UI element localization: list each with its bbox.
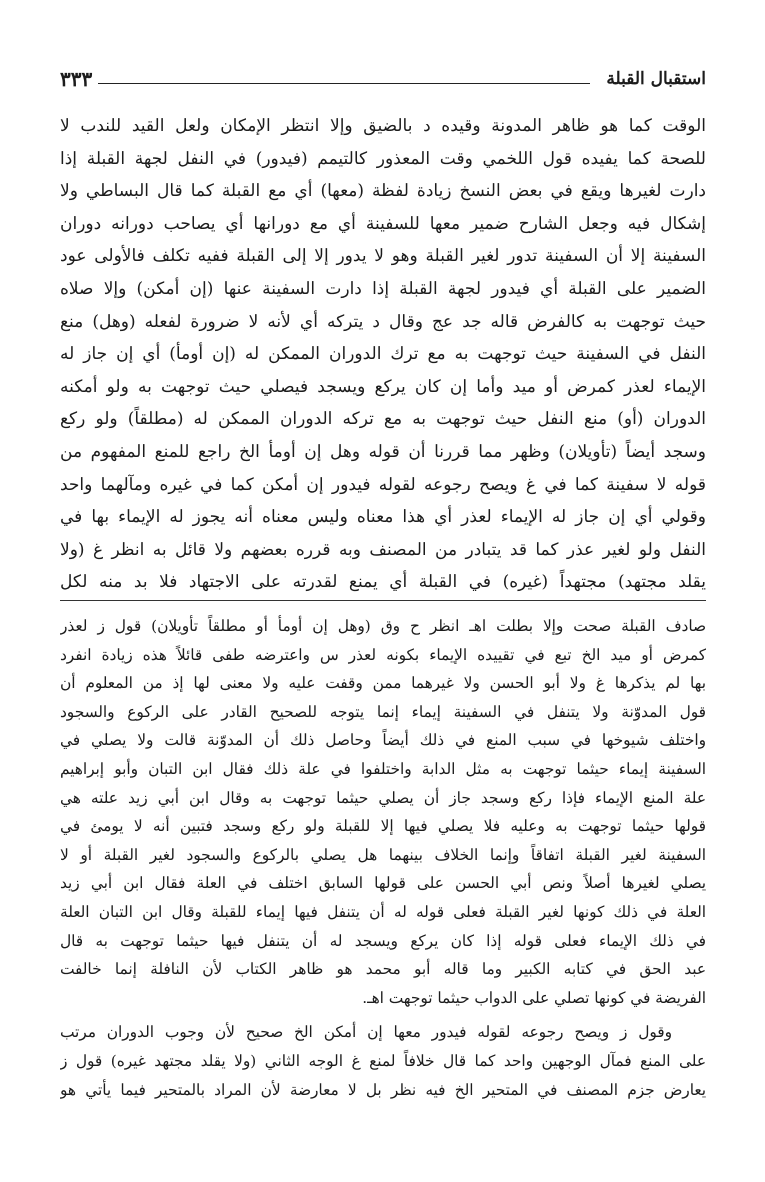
footnote-separator	[60, 600, 706, 601]
text-line: السفينة إلا أن السفينة تدور لغير القبلة وهو لا يدور إلا إلى القبلة ففيه تكلف فالأولى عود	[60, 246, 706, 267]
page-number: ٣٣٣	[60, 67, 93, 91]
footnote-line: علة المنع الإيماء فإذا ركع وسجد جاز أن يصلي حيثما توجهت به وقال ابن أبي زيد علته هي	[60, 788, 706, 807]
text-line: وسجد أيضاً (تأويلان) وظهر مما قررنا أن قوله وهل إن أومأ الخ راجع للمنع المفهوم من	[60, 441, 706, 462]
footnote-line: يعارض جزم المصنف في المتحير الخ فيه نظر بل لا معارضة لأن المراد بالمتحير فيما يأتي هو	[60, 1080, 706, 1099]
footnote-line: صادف القبلة صحت وإلا بطلت اهـ انظر ح وق (وهل إن أومأ أو مطلقاً تأويلان) قول ز لعذر	[60, 617, 706, 635]
footnote-text	[60, 612, 706, 1104]
footnote-line: الفريضة في كونها تصلي على الدواب حيثما توجهت اهـ.	[362, 988, 706, 1007]
footnote-line: السفينة إيماء حيثما توجهت به مثل الدابة واختلفوا في علة ذلك فقال ابن التبان وأبو إبراهيم	[60, 759, 706, 778]
text-line: الضمير على القبلة أي فيدور لجهة القبلة إذا دارت السفينة عنها (إن أمكن) وإلا صلاه	[60, 278, 706, 299]
page-header	[60, 56, 706, 90]
text-line: قوله لا سفينة كما في غ ويصح رجوعه لقوله فيدور إن أمكن كما في غيره ومآلهما واحد	[60, 474, 706, 495]
footnote-line: العلة في ذلك كونها لغير القبلة فعلى قوله له أن يتنفل فيها إيماء للقبلة وقال ابن التبان العلة	[60, 902, 706, 921]
footnote-line: عبد الحق في كتابه الكبير وما قاله أبو محمد هو ظاهر الكتاب لأن النافلة إنما خالفت	[60, 960, 706, 979]
footnote-paragraph	[60, 1018, 706, 1104]
text-line: الإيماء لعذر كمرض أو ميد وأما إن كان يركع ويسجد فيصلي حيث توجهت به ولو أمكنه	[60, 376, 706, 397]
footnote-line: على المنع فمآل الوجهين واحد كما قال خلافاً لمنع غ الوجه الثاني (ولا يقلد مجتهد غيره) قول ز	[60, 1051, 706, 1070]
footnote-line: كمرض أو ميد الخ تبع في تقييده الإيماء بكونه لعذر س واعترضه طفى قائلاً هذه زيادة انفرد	[60, 645, 706, 664]
text-line: النفل في السفينة حيث توجهت به مع ترك الدوران الممكن له (إن أومأ) أي إن جاز له	[60, 344, 706, 365]
text-line: الوقت كما هو ظاهر المدونة وقيده د بالضيق وإلا انتظر الإمكان ولعل القيد للندب لا	[60, 116, 706, 136]
footnote-line: وقول ز ويصح رجوعه لقوله فيدور معها إن أمكن الخ صحيح لأن وجوب الدوران مرتب	[60, 1023, 672, 1042]
footnote-paragraph	[60, 612, 706, 1012]
text-line: للصحة كما يفيده قول اللخمي وقت المعذور كالتيمم (فيدور) في النفل لجهة القبلة إذا	[60, 148, 706, 169]
text-line: النفل ولو لغير عذر كما قد يتبادر من المصنف وبه قرره بعضهم ولا قائل به انظر غ (ولا	[60, 539, 706, 560]
footnote-line: في ذلك الإيماء فعلى قوله إذا كان يركع ويسجد له أن يتنفل فيها حيثما توجهت به قال	[60, 931, 706, 950]
text-line: يقلد مجتهد) مجتهداً (غيره) في القبلة أي يمنع لقدرته على الاجتهاد فلا بد منه لكل	[60, 572, 706, 593]
text-line: حيث توجهت به كالفرض قاله جد عج وقال د يتركه أي لأنه لا ضرورة لفعله (وهل) منع	[60, 311, 706, 332]
header-rule	[98, 83, 590, 84]
footnote-line: السفينة لغير القبلة اتفاقاً وإنما الخلاف بينهما هل يصلي بالركوع والسجود لغير القبلة أو لا	[60, 845, 706, 864]
footnote-line: بها لم يذكرها غ ولا أبو الحسن ولا غيرهما ممن وقفت عليه ولا معنى لها إذ من المعلوم أن	[60, 674, 706, 693]
chapter-title: استقبال القبلة	[606, 69, 706, 89]
footnote-line: قولها حيثما توجهت به وعليه فلا يصلي فيها إلا للقبلة ولو ركع وسجد فتبين أنه لا يومئ في	[60, 817, 706, 836]
footnote-line: واختلف شيوخها في سبب المنع في ذلك أيضاً وحاصل ذلك أن المدوّنة قالت ولا يصلي في	[60, 731, 706, 750]
main-text	[60, 110, 706, 599]
text-line: الدوران (أو) منع النفل حيث توجهت به مع تركه الدوران الممكن له (مطلقاً) ولو ركع	[60, 409, 706, 430]
footnote-line: قول المدوّنة ولا يتنفل في السفينة إيماء إنما يتوجه للصحيح القادر على الركوع والسجود	[60, 702, 706, 721]
text-line: إشكال فيه وجعل الشارح ضمير معها للسفينة أي مع دورانها أي يصاحب دورانه دوران	[60, 213, 706, 234]
footnote-line: يصلي لغيرها أصلاً ونص أبي الحسن على قولها السابق اختلف في العلة فقال ابن أبي زيد	[60, 874, 706, 893]
text-line: وقولي أي إن جاز له الإيماء لعذر أي هذا معناه وليس معناه أنه يجوز له الإيماء بها في	[60, 507, 706, 528]
text-line: دارت لغيرها ويقع في بعض النسخ زيادة لفظة (معها) أي مع القبلة كما قال البساطي ولا	[60, 181, 706, 202]
